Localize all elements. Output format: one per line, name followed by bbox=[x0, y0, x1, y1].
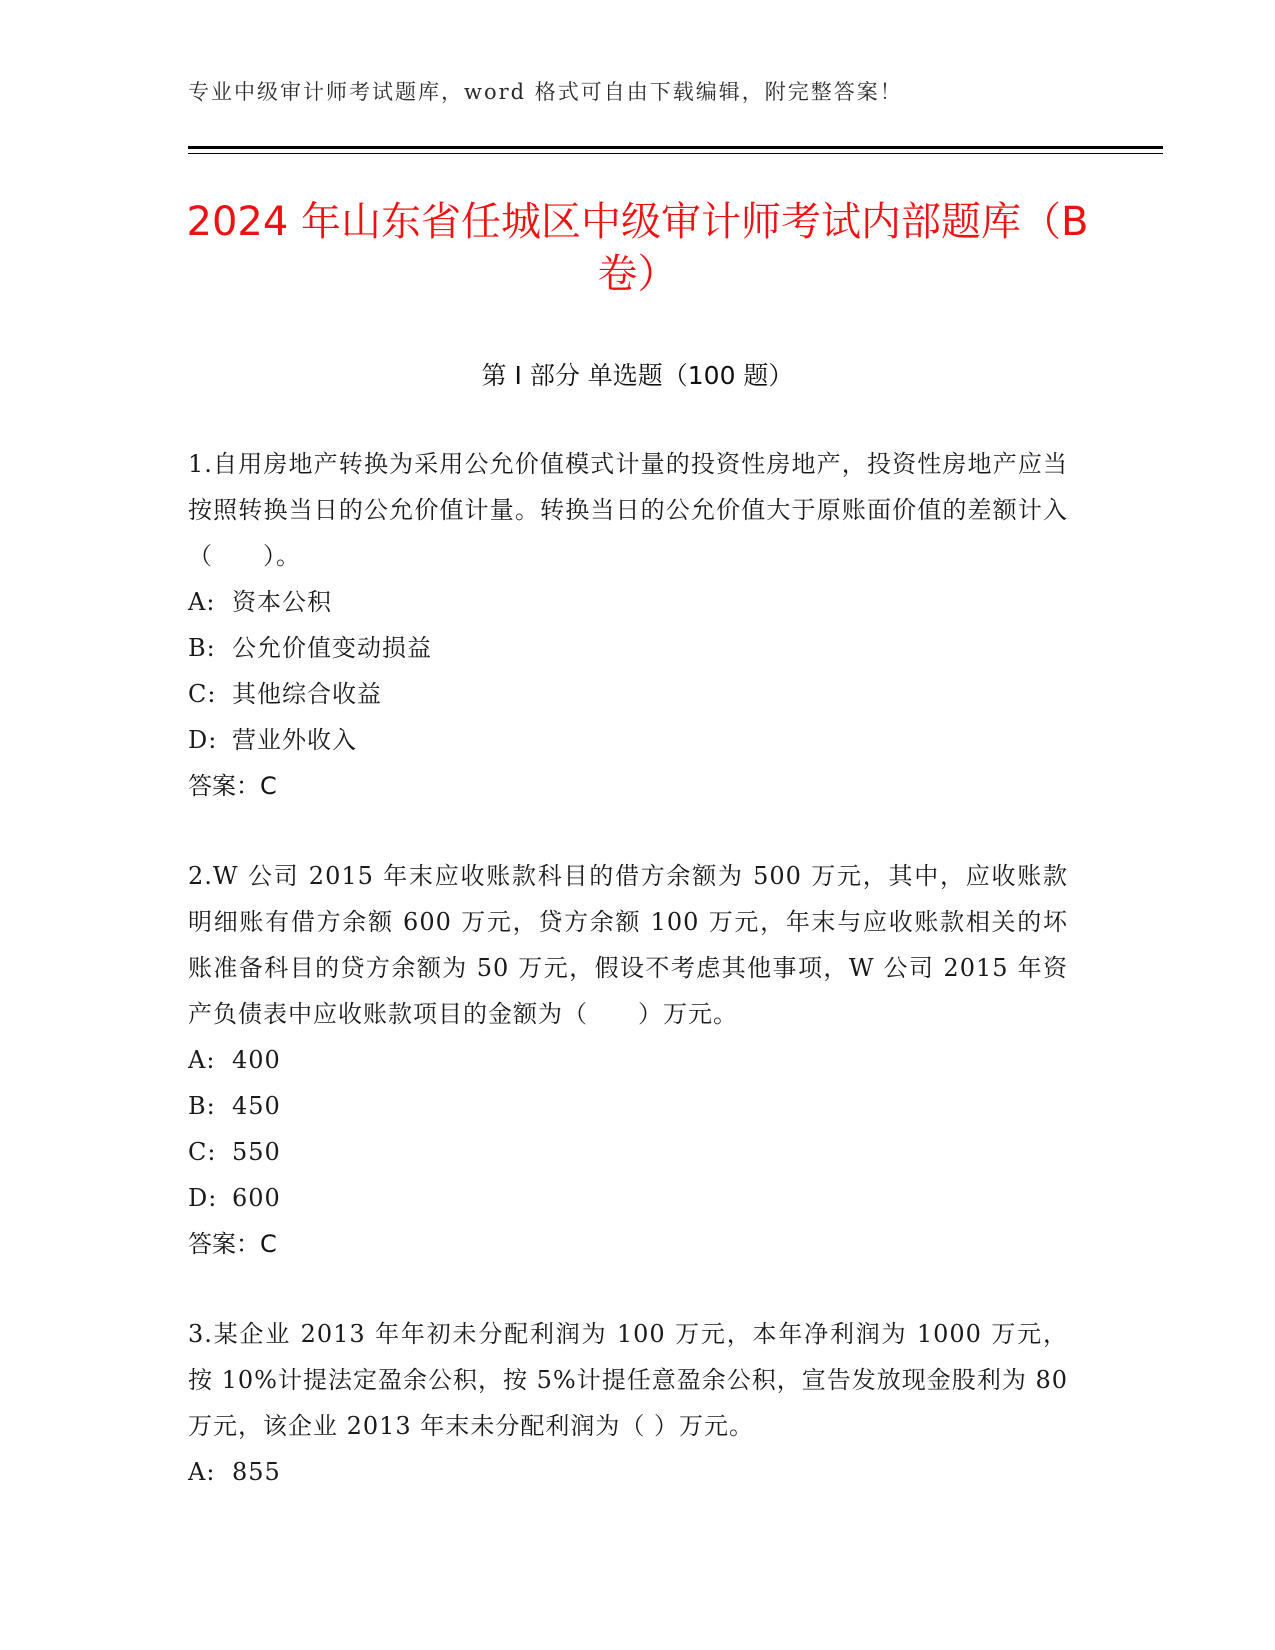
answer-line: 答案：C bbox=[188, 772, 277, 800]
option-letter: A: bbox=[188, 1046, 216, 1074]
option-b bbox=[188, 625, 1068, 671]
question-stem: 2.W 公司 2015 年末应收账款科目的借方余额为 500 万元，其中，应收账款明细账有借方余额 600 万元，贷方余额 100 万元，年末与应收账款相关的坏账准备科目的贷方余额为 50 万元，假设不考虑其他事项，W 公司 2015 年资产负债表中应收账款项目的金额为（ ）万元。 bbox=[188, 862, 1068, 1028]
question-list bbox=[188, 441, 1068, 1539]
option-d bbox=[188, 717, 1068, 763]
option-letter: A: bbox=[188, 588, 216, 616]
option-text: 400 bbox=[232, 1046, 281, 1074]
option-letter: D: bbox=[188, 1184, 218, 1212]
header-note: 专业中级审计师考试题库，word 格式可自由下载编辑，附完整答案！ bbox=[188, 80, 903, 104]
option-letter: C: bbox=[188, 1138, 217, 1166]
option-letter: B: bbox=[188, 1092, 216, 1120]
section-heading: 第 I 部分 单选题（100 题） bbox=[481, 361, 794, 390]
option-a bbox=[188, 579, 1068, 625]
question-stem: 3.某企业 2013 年年初未分配利润为 100 万元，本年净利润为 1000 万元，按 10%计提法定盈余公积，按 5%计提任意盈余公积，宣告发放现金股利为 80 万元，该企业 2013 年末未分配利润为（ ）万元。 bbox=[188, 1320, 1068, 1440]
option-b bbox=[188, 1083, 1068, 1129]
option-c bbox=[188, 1129, 1068, 1175]
document-title: 2024 年山东省任城区中级审计师考试内部题库（B 卷） bbox=[186, 199, 1089, 297]
option-text: 资本公积 bbox=[232, 588, 332, 616]
option-text: 其他综合收益 bbox=[232, 680, 382, 708]
option-c bbox=[188, 671, 1068, 717]
option-letter: D: bbox=[188, 726, 218, 754]
question-3 bbox=[188, 1311, 1068, 1495]
option-a bbox=[188, 1037, 1068, 1083]
option-letter: C: bbox=[188, 680, 217, 708]
header-divider-thin bbox=[188, 153, 1163, 154]
option-text: 855 bbox=[232, 1458, 281, 1486]
option-text: 营业外收入 bbox=[232, 726, 357, 754]
option-a bbox=[188, 1449, 1068, 1495]
question-2 bbox=[188, 853, 1068, 1267]
option-text: 公允价值变动损益 bbox=[232, 634, 432, 662]
answer-line: 答案：C bbox=[188, 1230, 277, 1258]
option-letter: B: bbox=[188, 634, 216, 662]
option-text: 550 bbox=[232, 1138, 281, 1166]
option-text: 450 bbox=[232, 1092, 281, 1120]
option-text: 600 bbox=[232, 1184, 281, 1212]
option-d bbox=[188, 1175, 1068, 1221]
option-letter: A: bbox=[188, 1458, 216, 1486]
question-stem: 1.自用房地产转换为采用公允价值模式计量的投资性房地产，投资性房地产应当按照转换当日的公允价值计量。转换当日的公允价值大于原账面价值的差额计入（ ）。 bbox=[188, 450, 1068, 570]
header-divider-thick bbox=[188, 146, 1163, 149]
question-1 bbox=[188, 441, 1068, 809]
